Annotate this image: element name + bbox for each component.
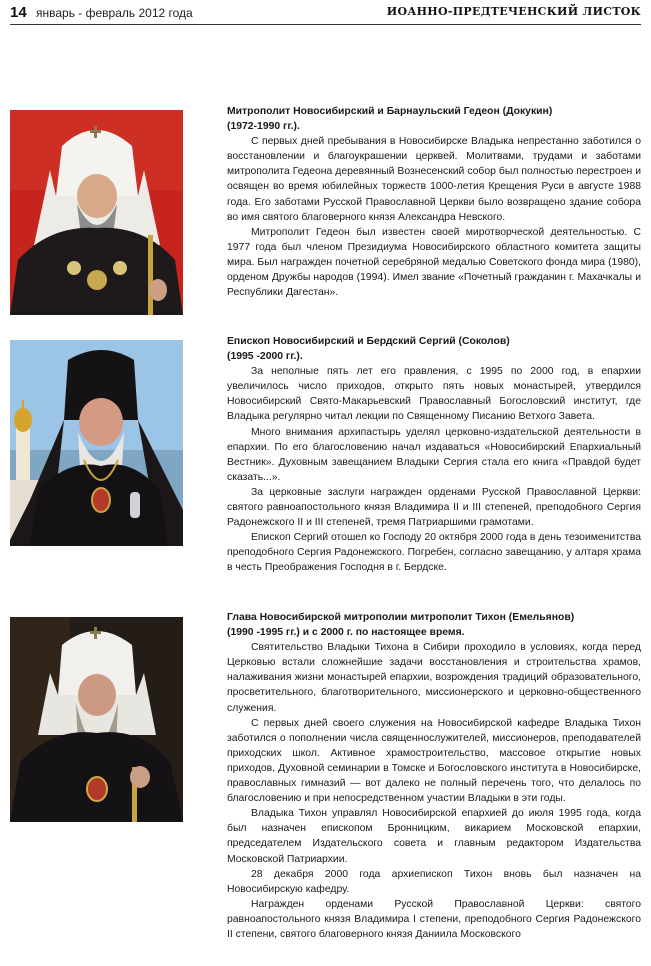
- article-paragraph: Много внимания архипастырь уделял церковно-издательской деятельности в епархии. По его благословению начал издаваться «Новосибирский Епархиальный Вестник». Духовным завещанием Владыки Сергия стала его книга «Правдой будет сказать...».: [227, 426, 641, 483]
- article-paragraph: Награжден орденами Русской Православной Церкви: святого равноапостольного князя Владимира I степени, преподобного Сергия Радонежского II степени, святого благоверного князя Даниила Московского: [227, 898, 641, 940]
- article-tikhon: [227, 610, 641, 942]
- article-dates: (1990 -1995 гг.) и с 2000 г. по настоящее время.: [227, 627, 465, 639]
- issue-date: январь - февраль 2012 года: [36, 6, 193, 20]
- portrait-photo-tikhon: [10, 617, 183, 822]
- article-title: Глава Новосибирской митрополии митрополит Тихон (Емельянов): [227, 612, 575, 623]
- article-sergiy: [227, 334, 641, 576]
- portrait-photo-sergiy: [10, 340, 183, 546]
- header-divider: [10, 24, 641, 25]
- article-paragraph: За неполные пять лет его правления, с 1995 по 2000 год, в епархии увеличилось число приходов, открыто пять новых монастырей, утвердился Новосибирский Свято-Макарьевский Православный Богословский институт, где Владыка регулярно читал лекции по Священному Писанию Ветхого Завета.: [227, 366, 641, 423]
- article-paragraph: С первых дней пребывания в Новосибирске Владыка непрестанно заботился о восстановлении и благоукрашении церквей. Молитвами, трудами и заботами митрополита Гедеона деревянный Вознесенский собор был полностью перестроен и освящен во время юбилейных торжеств 1000-летия Крещения Руси в августе 1988 года. Его заботами Русской Православной Церкви было возвращено здание собора во имя святого благоверного князя Александра Невского.: [227, 136, 641, 223]
- article-paragraph: 28 декабря 2000 года архиепископ Тихон вновь был назначен на Новосибирскую кафедру.: [227, 868, 641, 895]
- article-paragraph: С первых дней своего служения на Новосибирской кафедре Владыка Тихон заботился о пополнении числа священнослужителей, миссионеров, преподавателей приходских школ. Активное храмостроительство, массовое открытие новых приходов, Духовной семинарии в Томске и Богословского института в Новосибирске, православных гимназий — вот далеко не полный перечень того, что делалось по благословению и при непосредственном участии Владыки в эти годы.: [227, 717, 641, 805]
- article-dates: (1972-1990 гг.).: [227, 121, 300, 133]
- article-dates: (1995 -2000 гг.).: [227, 351, 303, 363]
- article-paragraph: Святительство Владыки Тихона в Сибири проходило в условиях, когда перед Церковью встали сложнейшие задачи восстановления и строительства храмов, налаживания жизни монастырей епархии, возрождения традиций образовательного, просветительного, благотворительного, миссионерского и церковно-общественного служения.: [227, 642, 641, 714]
- article-paragraph: Епископ Сергий отошел ко Господу 20 октября 2000 года в день тезоименитства преподобного Сергия Радонежского. Погребен, согласно завещанию, у алтаря храма в честь Преображения Господня в г. Бердске.: [227, 532, 641, 574]
- article-paragraph: Митрополит Гедеон был известен своей миротворческой деятельностью. С 1977 года был членом Президиума Новосибирского областного комитета защиты мира. Был награжден почетной серебряной медалью Советского фонда мира (1980), орденом Дружбы народов (1994). Имел звание «Почетный гражданин г. Махачкалы и Республики Дагестан».: [227, 226, 641, 299]
- article-title: Епископ Новосибирский и Бердский Сергий (Соколов): [227, 336, 510, 347]
- page-header: [10, 0, 641, 26]
- portrait-photo-gedeon: [10, 110, 183, 315]
- article-title: Митрополит Новосибирский и Барнаульский Гедеон (Докукин): [227, 106, 553, 117]
- article-gedeon: [227, 104, 641, 300]
- page-number: 14: [10, 4, 27, 21]
- article-paragraph: Владыка Тихон управлял Новосибирской епархией до июля 1995 года, когда был назначен епископом Бронницким, викарием Московской епархии, председателем Издательского совета и главным редактором Издательства Московской Патриархии.: [227, 808, 641, 865]
- article-paragraph: За церковные заслуги награжден орденами Русской Православной Церкви: святого равноапостольного князя Владимира II и III степеней, преподобного Сергия Радонежского II и III степеней, тремя Патриаршими грамотами.: [227, 486, 641, 529]
- masthead-title: ИОАННО-ПРЕДТЕЧЕНСКИЙ ЛИСТОК: [386, 5, 641, 18]
